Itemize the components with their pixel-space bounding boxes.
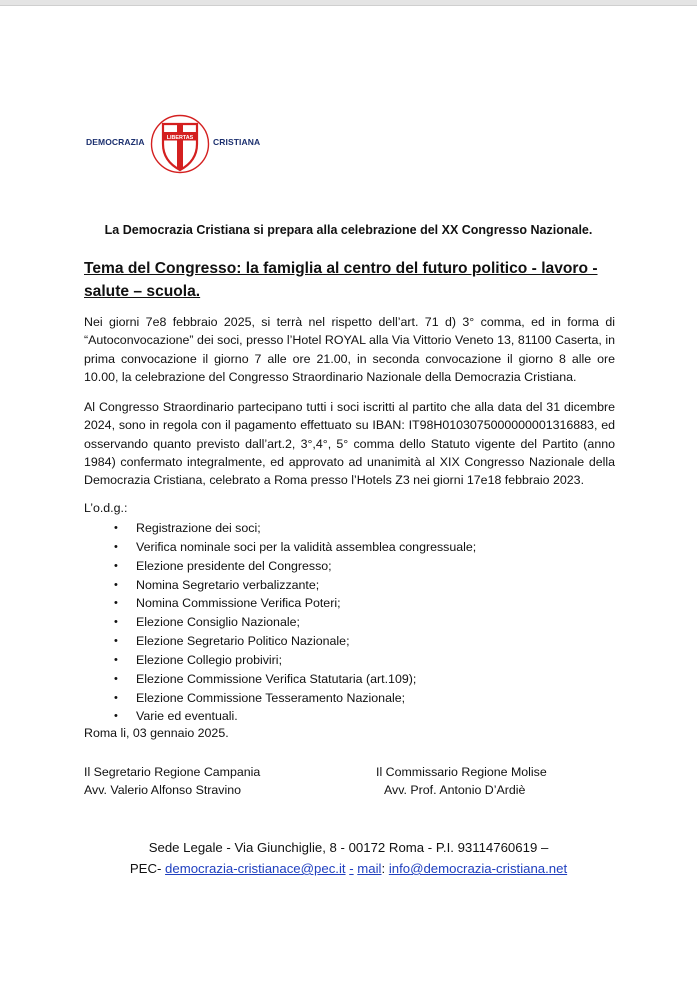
bullet-icon: • — [114, 653, 118, 666]
bullet-icon: • — [114, 578, 118, 591]
agenda-item: • Nomina Segretario verbalizzante; — [110, 576, 476, 595]
footer-separator: - — [349, 861, 354, 876]
agenda-item: • Elezione Commissione Tesseramento Nazionale; — [110, 689, 476, 708]
bullet-icon: • — [114, 540, 118, 553]
mail-email-link[interactable]: info@democrazia-cristiana.net — [388, 861, 568, 876]
footer — [0, 837, 697, 879]
bullet-icon: • — [114, 522, 118, 534]
bullet-icon: • — [114, 616, 118, 629]
signature-right-name: Avv. Prof. Antonio D’Ardiè — [384, 783, 526, 797]
agenda-item: • Elezione Commissione Verifica Statutaria (art.109); — [110, 670, 476, 689]
footer-contacts — [0, 858, 697, 879]
logo-right-word: CRISTIANA — [213, 137, 261, 147]
paragraph-participation: Al Congresso Straordinario partecipano tutti i soci iscritti al partito che alla data del 31 dicembre 2024, sono in regola con il pagamento effettuato su IBAN: IT98H0103075000000001316883, ed osservando quanto previsto dall’art.2, 3°,4°, 5° comma dello Statuto vigente del Partito (anno 1984) confermato integralmente, ed approvato ad unanimità al XIX Congresso Nazionale della Democrazia Cristiana, celebrato a Roma presso l’Hotels Z3 nei giorni 17e18 febbraio 2023. — [84, 400, 615, 488]
document-heading: La Democrazia Cristiana si prepara alla celebrazione del XX Congresso Nazionale. — [104, 223, 593, 237]
bullet-icon: • — [114, 635, 118, 648]
footer-address: Sede Legale - Via Giunchiglie, 8 - 00172 Roma - P.I. 93114760619 – — [148, 840, 549, 855]
pec-email-link[interactable]: democrazia-cristianace@pec.it — [165, 861, 346, 876]
paragraph-convocation: Nei giorni 7e8 febbraio 2025, si terrà nel rispetto dell’art. 71 d) 3° comma, ed in forma di “Autoconvocazione” dei soci, presso l’Hotel ROYAL alla Via Vittorio Veneto 13, 81100 Caserta, in prima convocazione il giorno 7 alle ore 21.00, in seconda convocazione il giorno 8 alle ore 10.00, la celebrazione del Congresso Straordinario Nazionale della Democrazia Cristiana. — [84, 315, 615, 384]
pec-label: PEC- — [129, 861, 162, 876]
bullet-icon: • — [114, 672, 118, 685]
agenda-item: • Elezione presidente del Congresso; — [110, 557, 476, 576]
bullet-icon: • — [114, 691, 118, 704]
bullet-icon: • — [114, 710, 118, 723]
agenda-item: • Nomina Commissione Verifica Poteri; — [110, 594, 476, 613]
viewer-top-bar — [0, 0, 697, 6]
logo-shield-text: LIBERTAS — [166, 135, 194, 141]
mail-colon: : — [381, 861, 386, 876]
party-logo — [86, 114, 266, 174]
mail-label: mail — [357, 861, 382, 876]
agenda-item: • Registrazione dei soci; — [110, 519, 476, 538]
signature-right-role: Il Commissario Regione Molise — [376, 765, 547, 779]
date-line: Roma li, 03 gennaio 2025. — [84, 726, 229, 740]
logo-left-word: DEMOCRAZIA — [86, 137, 145, 147]
agenda-item: • Verifica nominale soci per la validità assemblea congressuale; — [110, 538, 476, 557]
bullet-icon: • — [114, 597, 118, 610]
bullet-icon: • — [114, 559, 118, 572]
agenda-list — [110, 519, 476, 726]
agenda-item: • Elezione Collegio probiviri; — [110, 651, 476, 670]
agenda-label: L’o.d.g.: — [84, 501, 128, 515]
agenda-item: • Elezione Consiglio Nazionale; — [110, 613, 476, 632]
agenda-item: • Varie ed eventuali. — [110, 707, 476, 726]
agenda-item: • Elezione Segretario Politico Nazionale; — [110, 632, 476, 651]
signature-left-role: Il Segretario Regione Campania — [84, 765, 261, 779]
congress-theme: Tema del Congresso: la famiglia al centro del futuro politico - lavoro - salute – scuola. — [84, 260, 598, 300]
crusader-shield-icon — [149, 114, 211, 174]
signature-left-name: Avv. Valerio Alfonso Stravino — [84, 783, 242, 797]
signature-right — [376, 763, 547, 799]
signature-left — [84, 763, 260, 799]
